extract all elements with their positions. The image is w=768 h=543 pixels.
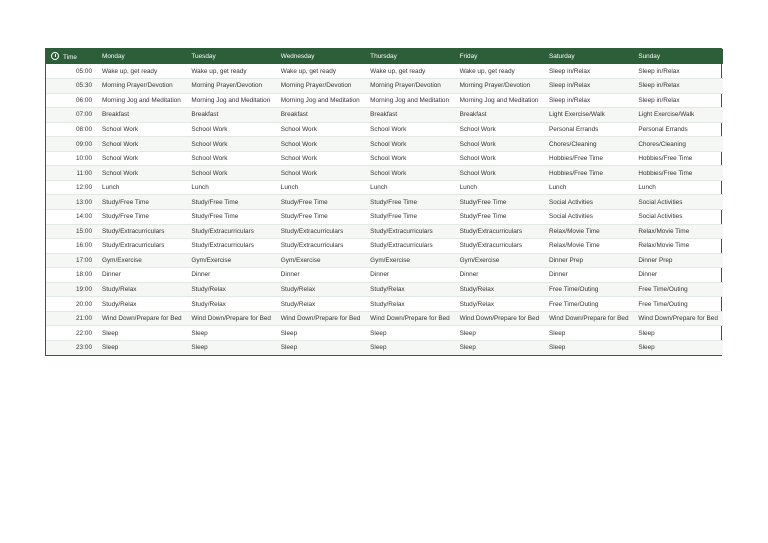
activity-cell[interactable]: Study/Free Time xyxy=(280,213,328,221)
activity-cell[interactable]: Sleep xyxy=(370,329,387,337)
activity-cell[interactable]: Sleep xyxy=(548,329,566,337)
activity-cell[interactable]: Chores/Cleaning xyxy=(638,140,686,148)
activity-cell[interactable]: School Work xyxy=(370,140,407,148)
clock-icon xyxy=(51,52,59,60)
time-cell[interactable]: 16:00 xyxy=(76,242,92,250)
header-row xyxy=(46,49,723,64)
time-cell[interactable]: 23:00 xyxy=(76,344,92,352)
activity-cell[interactable]: School Work xyxy=(191,140,228,148)
activity-cell[interactable]: School Work xyxy=(370,169,407,177)
activity-cell[interactable]: Gym/Exercise xyxy=(102,256,142,264)
activity-cell[interactable]: Sleep xyxy=(459,329,476,337)
activity-cell[interactable]: Study/Relax xyxy=(102,285,137,293)
activity-cell[interactable]: Study/Extracurriculars xyxy=(280,242,344,250)
activity-cell[interactable]: Social Activities xyxy=(548,213,593,221)
time-cell[interactable]: 17:00 xyxy=(76,256,92,264)
activity-cell[interactable]: Hobbies/Free Time xyxy=(638,169,693,177)
activity-cell[interactable]: Chores/Cleaning xyxy=(548,140,597,148)
header-monday[interactable]: Monday xyxy=(102,53,125,60)
time-cell[interactable]: 09:00 xyxy=(76,140,92,148)
time-cell[interactable]: 19:00 xyxy=(76,285,92,293)
activity-cell[interactable]: Breakfast xyxy=(459,111,487,119)
activity-cell[interactable]: Dinner xyxy=(280,271,300,279)
table-row xyxy=(46,195,723,210)
activity-cell[interactable]: Study/Free Time xyxy=(280,198,328,206)
table-row xyxy=(46,79,723,94)
activity-cell[interactable]: Social Activities xyxy=(638,198,683,206)
activity-cell[interactable]: Gym/Exercise xyxy=(280,256,321,264)
activity-cell[interactable]: Dinner Prep xyxy=(638,256,673,264)
activity-cell[interactable]: Dinner xyxy=(638,271,658,279)
activity-cell[interactable]: Wake up, get ready xyxy=(280,67,336,75)
activity-cell[interactable]: Sleep xyxy=(638,344,655,352)
activity-cell[interactable]: Study/Relax xyxy=(191,300,226,308)
schedule-sheet xyxy=(45,48,722,356)
activity-cell[interactable]: School Work xyxy=(370,155,407,163)
activity-cell[interactable]: Study/Relax xyxy=(280,285,316,293)
activity-cell[interactable]: School Work xyxy=(280,169,317,177)
table-row xyxy=(46,108,723,123)
activity-cell[interactable]: School Work xyxy=(191,169,228,177)
activity-cell[interactable]: Sleep in/Relax xyxy=(548,67,591,75)
table-row xyxy=(46,340,723,355)
activity-cell[interactable]: Study/Relax xyxy=(102,300,137,308)
activity-cell[interactable]: Study/Free Time xyxy=(459,198,507,206)
time-cell[interactable]: 05:00 xyxy=(76,67,92,75)
activity-cell[interactable]: Study/Extracurriculars xyxy=(191,227,254,235)
table-row xyxy=(46,137,723,152)
time-cell[interactable]: 11:00 xyxy=(76,169,92,177)
activity-cell[interactable]: School Work xyxy=(191,125,228,133)
activity-cell[interactable]: Study/Free Time xyxy=(370,198,418,206)
activity-cell[interactable]: Social Activities xyxy=(548,198,593,206)
activity-cell[interactable]: Study/Extracurriculars xyxy=(280,227,344,235)
activity-cell[interactable]: School Work xyxy=(102,140,139,148)
table-row xyxy=(46,224,723,239)
activity-cell[interactable]: Lunch xyxy=(370,184,388,192)
activity-cell[interactable]: Light Exercise/Walk xyxy=(548,111,605,119)
activity-cell[interactable]: Wind Down/Prepare for Bed xyxy=(459,315,540,323)
time-cell[interactable]: 12:00 xyxy=(76,184,92,192)
activity-cell[interactable]: Morning Jog and Meditation xyxy=(191,96,271,104)
header-sunday[interactable]: Sunday xyxy=(638,53,661,60)
activity-cell[interactable]: Lunch xyxy=(280,184,299,192)
activity-cell[interactable]: Study/Free Time xyxy=(191,198,239,206)
activity-cell[interactable]: Wake up, get ready xyxy=(459,67,515,75)
activity-cell[interactable]: Lunch xyxy=(638,184,656,192)
activity-cell[interactable]: Sleep xyxy=(548,344,566,352)
table-body xyxy=(46,64,723,355)
time-cell[interactable]: 13:00 xyxy=(76,198,92,206)
header-thursday[interactable]: Thursday xyxy=(370,53,397,60)
activity-cell[interactable]: School Work xyxy=(191,155,228,163)
table-row xyxy=(46,180,723,195)
activity-cell[interactable]: Study/Relax xyxy=(459,300,495,308)
activity-cell[interactable]: Study/Extracurriculars xyxy=(459,227,523,235)
activity-cell[interactable]: Sleep xyxy=(370,344,387,352)
activity-cell[interactable]: Sleep xyxy=(191,344,208,352)
activity-cell[interactable]: Morning Jog and Meditation xyxy=(459,96,539,104)
activity-cell[interactable]: Morning Prayer/Devotion xyxy=(102,82,173,90)
activity-cell[interactable]: Personal Errands xyxy=(638,125,688,133)
activity-cell[interactable]: Study/Extracurriculars xyxy=(459,242,523,250)
activity-cell[interactable]: Wind Down/Prepare for Bed xyxy=(191,315,271,323)
activity-cell[interactable]: School Work xyxy=(370,125,407,133)
time-cell[interactable]: 15:00 xyxy=(76,227,92,235)
activity-cell[interactable]: Study/Extracurriculars xyxy=(102,227,165,235)
activity-cell[interactable]: Wind Down/Prepare for Bed xyxy=(638,315,718,323)
activity-cell[interactable]: Morning Prayer/Devotion xyxy=(370,82,441,90)
table-header xyxy=(46,49,723,64)
activity-cell[interactable]: Gym/Exercise xyxy=(459,256,500,264)
activity-cell[interactable]: School Work xyxy=(102,169,139,177)
table-row xyxy=(46,209,723,224)
activity-cell[interactable]: Hobbies/Free Time xyxy=(548,169,603,177)
activity-cell[interactable]: Study/Free Time xyxy=(102,198,149,206)
activity-cell[interactable]: Study/Relax xyxy=(191,285,226,293)
table-row xyxy=(46,239,723,254)
table-row xyxy=(46,311,723,326)
activity-cell[interactable]: Sleep xyxy=(280,329,298,337)
activity-cell[interactable]: Study/Relax xyxy=(459,285,495,293)
activity-cell[interactable]: Light Exercise/Walk xyxy=(638,111,695,119)
activity-cell[interactable]: Sleep in/Relax xyxy=(548,82,591,90)
header-friday[interactable]: Friday xyxy=(459,53,478,60)
activity-cell[interactable]: Wind Down/Prepare for Bed xyxy=(280,315,361,323)
time-cell[interactable]: 10:00 xyxy=(76,155,92,163)
activity-cell[interactable]: Study/Relax xyxy=(370,300,405,308)
activity-cell[interactable]: Breakfast xyxy=(280,111,308,119)
activity-cell[interactable]: School Work xyxy=(280,125,317,133)
activity-cell[interactable]: Study/Extracurriculars xyxy=(191,242,254,250)
activity-cell[interactable]: Relax/Movie Time xyxy=(638,227,690,235)
activity-cell[interactable]: Sleep in/Relax xyxy=(638,96,680,104)
activity-cell[interactable]: Lunch xyxy=(548,184,567,192)
time-cell[interactable]: 08:00 xyxy=(76,125,92,133)
header-time-label: Time xyxy=(63,54,77,61)
time-cell[interactable]: 18:00 xyxy=(76,271,92,279)
activity-cell[interactable]: School Work xyxy=(459,140,496,148)
activity-cell[interactable]: Study/Extracurriculars xyxy=(370,227,433,235)
table-row xyxy=(46,166,723,181)
activity-cell[interactable]: Wind Down/Prepare for Bed xyxy=(370,315,450,323)
activity-cell[interactable]: Sleep in/Relax xyxy=(638,82,680,90)
header-wednesday[interactable]: Wednesday xyxy=(280,53,315,60)
activity-cell[interactable]: School Work xyxy=(459,155,496,163)
activity-cell[interactable]: Study/Free Time xyxy=(191,213,239,221)
header-tuesday[interactable]: Tuesday xyxy=(191,53,216,60)
activity-cell[interactable]: Free Time/Outing xyxy=(548,300,599,308)
activity-cell[interactable]: School Work xyxy=(102,125,139,133)
activity-cell[interactable]: Wind Down/Prepare for Bed xyxy=(548,315,629,323)
activity-cell[interactable]: Study/Relax xyxy=(280,300,316,308)
table-row xyxy=(46,268,723,283)
activity-cell[interactable]: Morning Jog and Meditation xyxy=(280,96,360,104)
activity-cell[interactable]: Morning Prayer/Devotion xyxy=(280,82,352,90)
time-cell[interactable]: 21:00 xyxy=(76,315,92,323)
activity-cell[interactable]: Hobbies/Free Time xyxy=(548,155,603,163)
activity-cell[interactable]: Free Time/Outing xyxy=(638,300,688,308)
activity-cell[interactable]: Dinner Prep xyxy=(548,256,584,264)
activity-cell[interactable]: Lunch xyxy=(459,184,477,192)
activity-cell[interactable]: School Work xyxy=(459,169,496,177)
activity-cell[interactable]: Sleep xyxy=(638,329,655,337)
activity-cell[interactable]: Lunch xyxy=(191,184,209,192)
activity-cell[interactable]: Morning Jog and Meditation xyxy=(370,96,450,104)
time-cell[interactable]: 06:00 xyxy=(76,96,92,104)
activity-cell[interactable]: Wind Down/Prepare for Bed xyxy=(102,315,182,323)
time-cell[interactable]: 14:00 xyxy=(76,213,92,221)
activity-cell[interactable]: Study/Extracurriculars xyxy=(370,242,433,250)
activity-cell[interactable]: Relax/Movie Time xyxy=(548,227,600,235)
time-cell[interactable]: 20:00 xyxy=(76,300,92,308)
activity-cell[interactable]: Sleep xyxy=(280,344,298,352)
activity-cell[interactable]: School Work xyxy=(102,155,139,163)
activity-cell[interactable]: Morning Jog and Meditation xyxy=(102,96,181,104)
activity-cell[interactable]: Dinner xyxy=(370,271,389,279)
table-row xyxy=(46,151,723,166)
activity-cell[interactable]: Study/Relax xyxy=(370,285,405,293)
activity-cell[interactable]: Wake up, get ready xyxy=(370,67,426,75)
activity-cell[interactable]: Dinner xyxy=(548,271,568,279)
header-time[interactable] xyxy=(46,49,97,64)
activity-cell[interactable]: Sleep xyxy=(191,329,208,337)
activity-cell[interactable]: Study/Free Time xyxy=(102,213,149,221)
activity-cell[interactable]: Social Activities xyxy=(638,213,683,221)
activity-cell[interactable]: Dinner xyxy=(191,271,211,279)
table-row xyxy=(46,297,723,312)
activity-cell[interactable]: Sleep xyxy=(459,344,476,352)
activity-cell[interactable]: Gym/Exercise xyxy=(370,256,410,264)
header-saturday[interactable]: Saturday xyxy=(548,53,575,60)
activity-cell[interactable]: Lunch xyxy=(102,184,120,192)
table-row xyxy=(46,282,723,297)
table-row xyxy=(46,64,723,79)
table-row xyxy=(46,253,723,268)
activity-cell[interactable]: Personal Errands xyxy=(548,125,599,133)
table-row xyxy=(46,93,723,108)
activity-cell[interactable]: Sleep in/Relax xyxy=(638,67,680,75)
activity-cell[interactable]: Morning Prayer/Devotion xyxy=(191,82,263,90)
activity-cell[interactable]: Wake up, get ready xyxy=(102,67,158,75)
activity-cell[interactable]: Sleep xyxy=(102,329,119,337)
activity-cell[interactable]: School Work xyxy=(280,155,317,163)
activity-cell[interactable]: Dinner xyxy=(102,271,121,279)
activity-cell[interactable]: Relax/Movie Time xyxy=(548,242,600,250)
activity-cell[interactable]: Free Time/Outing xyxy=(548,285,599,293)
time-cell[interactable]: 22:00 xyxy=(76,329,92,337)
time-cell[interactable]: 07:00 xyxy=(76,111,92,119)
activity-cell[interactable]: School Work xyxy=(280,140,317,148)
activity-cell[interactable]: School Work xyxy=(459,125,496,133)
activity-cell[interactable]: Breakfast xyxy=(102,111,129,119)
activity-cell[interactable]: Sleep in/Relax xyxy=(548,96,591,104)
activity-cell[interactable]: Wake up, get ready xyxy=(191,67,247,75)
weekly-schedule-table xyxy=(46,49,723,355)
table-row xyxy=(46,122,723,137)
activity-cell[interactable]: Sleep xyxy=(102,344,119,352)
activity-cell[interactable]: Dinner xyxy=(459,271,479,279)
activity-cell[interactable]: Study/Free Time xyxy=(370,213,418,221)
activity-cell[interactable]: Gym/Exercise xyxy=(191,256,232,264)
activity-cell[interactable]: Hobbies/Free Time xyxy=(638,155,693,163)
activity-cell[interactable]: Breakfast xyxy=(370,111,398,119)
activity-cell[interactable]: Study/Extracurriculars xyxy=(102,242,165,250)
activity-cell[interactable]: Relax/Movie Time xyxy=(638,242,690,250)
activity-cell[interactable]: Study/Free Time xyxy=(459,213,507,221)
activity-cell[interactable]: Morning Prayer/Devotion xyxy=(459,82,531,90)
time-cell[interactable]: 05:30 xyxy=(76,82,92,90)
activity-cell[interactable]: Free Time/Outing xyxy=(638,285,688,293)
activity-cell[interactable]: Breakfast xyxy=(191,111,219,119)
table-row xyxy=(46,326,723,341)
